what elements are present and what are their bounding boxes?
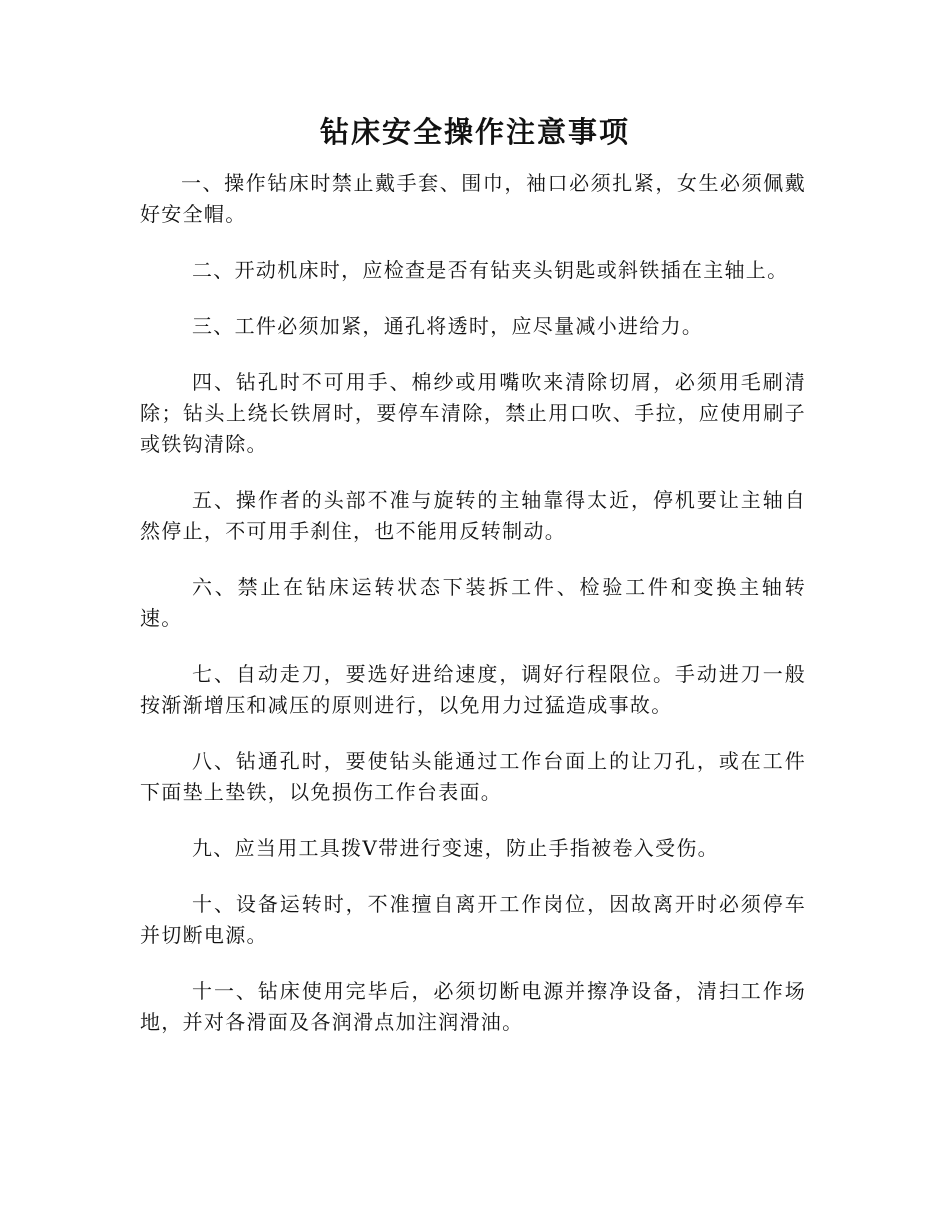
document-title: 钻床安全操作注意事项 (319, 115, 630, 149)
paragraph-11: 十一、钻床使用完毕后，必须切断电源并擦净设备，清扫工作场地，并对各滑面及各润滑点加注润滑油。 (140, 979, 806, 1034)
paragraph-7: 七、自动走刀，要选好进给速度，调好行程限位。手动进刀一般按渐渐增压和减压的原则进行，以免用力过猛造成事故。 (140, 662, 806, 717)
paragraph-8: 八、钻通孔时，要使钻头能通过工作台面上的让刀孔，或在工件下面垫上垫铁，以免损伤工作台表面。 (140, 749, 806, 804)
paragraph-3: 三、工件必须加紧，通孔将透时，应尽量减小进给力。 (192, 314, 704, 338)
document-body (140, 168, 806, 1063)
paragraph-5: 五、操作者的头部不准与旋转的主轴靠得太近，停机要让主轴自然停止，不可用手刹住，也不能用反转制动。 (140, 488, 806, 543)
paragraph-6: 六、禁止在钻床运转状态下装拆工件、检验工件和变换主轴转速。 (140, 575, 806, 630)
paragraph-2: 二、开动机床时，应检查是否有钻夹头钥匙或斜铁插在主轴上。 (192, 258, 789, 282)
paragraph-10: 十、设备运转时，不准擅自离开工作岗位，因故离开时必须停车并切断电源。 (140, 892, 806, 947)
paragraph-1: 一、操作钻床时禁止戴手套、围巾，袖口必须扎紧，女生必须佩戴好安全帽。 (140, 171, 806, 226)
paragraph-9: 九、应当用工具拨Ⅴ带进行变速，防止手指被卷入受伤。 (192, 836, 719, 860)
paragraph-4: 四、钻孔时不可用手、棉纱或用嘴吹来清除切屑，必须用毛刷清除；钻头上绕长铁屑时，要停车清除，禁止用口吹、手拉，应使用刷子或铁钩清除。 (140, 370, 806, 456)
